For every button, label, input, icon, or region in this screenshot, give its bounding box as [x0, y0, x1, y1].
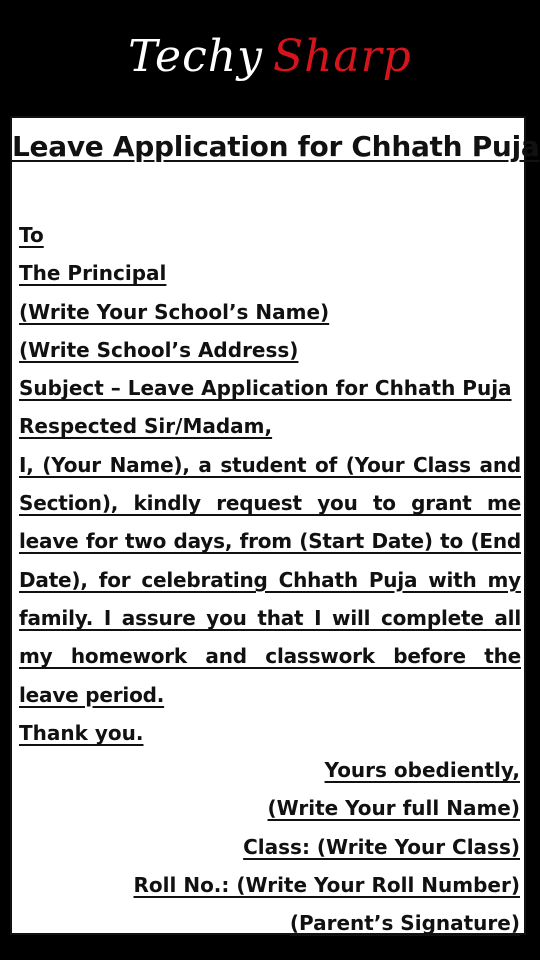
- letter-body: [19, 216, 521, 752]
- subject-line: Subject – Leave Application for Chhath Puja: [19, 376, 512, 401]
- school-address-line: (Write School’s Address): [19, 337, 299, 362]
- letter-closing: [134, 751, 520, 942]
- brand-logo-techy: Techy: [128, 31, 263, 82]
- closing-yours: Yours obediently,: [324, 758, 520, 782]
- closing-signature: (Parent’s Signature): [289, 911, 520, 936]
- letter-title: Leave Application for Chhath Puja: [12, 130, 540, 163]
- brand-logo: [128, 31, 412, 82]
- closing-roll: Roll No.: (Write Your Roll Number): [133, 872, 520, 897]
- body-paragraph: I, (Your Name), a student of (Your Class and Section), kindly request you to grant me leave for two days, from (Start Date) to (End Date), for celebrating Chhath Puja with my family. I assure you that I will complete all my homework and classwork before the leave period.: [19, 452, 521, 707]
- closing-class: Class: (Write Your Class): [243, 834, 520, 859]
- closing-name: (Write Your full Name): [267, 796, 520, 821]
- brand-logo-sharp: Sharp: [272, 31, 412, 82]
- brand-header: [0, 0, 540, 110]
- to-line: To: [19, 223, 44, 247]
- thanks-line: Thank you.: [19, 720, 144, 745]
- recipient-line: The Principal: [19, 261, 167, 286]
- school-name-line: (Write Your School’s Name): [19, 299, 330, 324]
- salutation-line: Respected Sir/Madam,: [19, 414, 273, 439]
- letter-page: [10, 116, 540, 936]
